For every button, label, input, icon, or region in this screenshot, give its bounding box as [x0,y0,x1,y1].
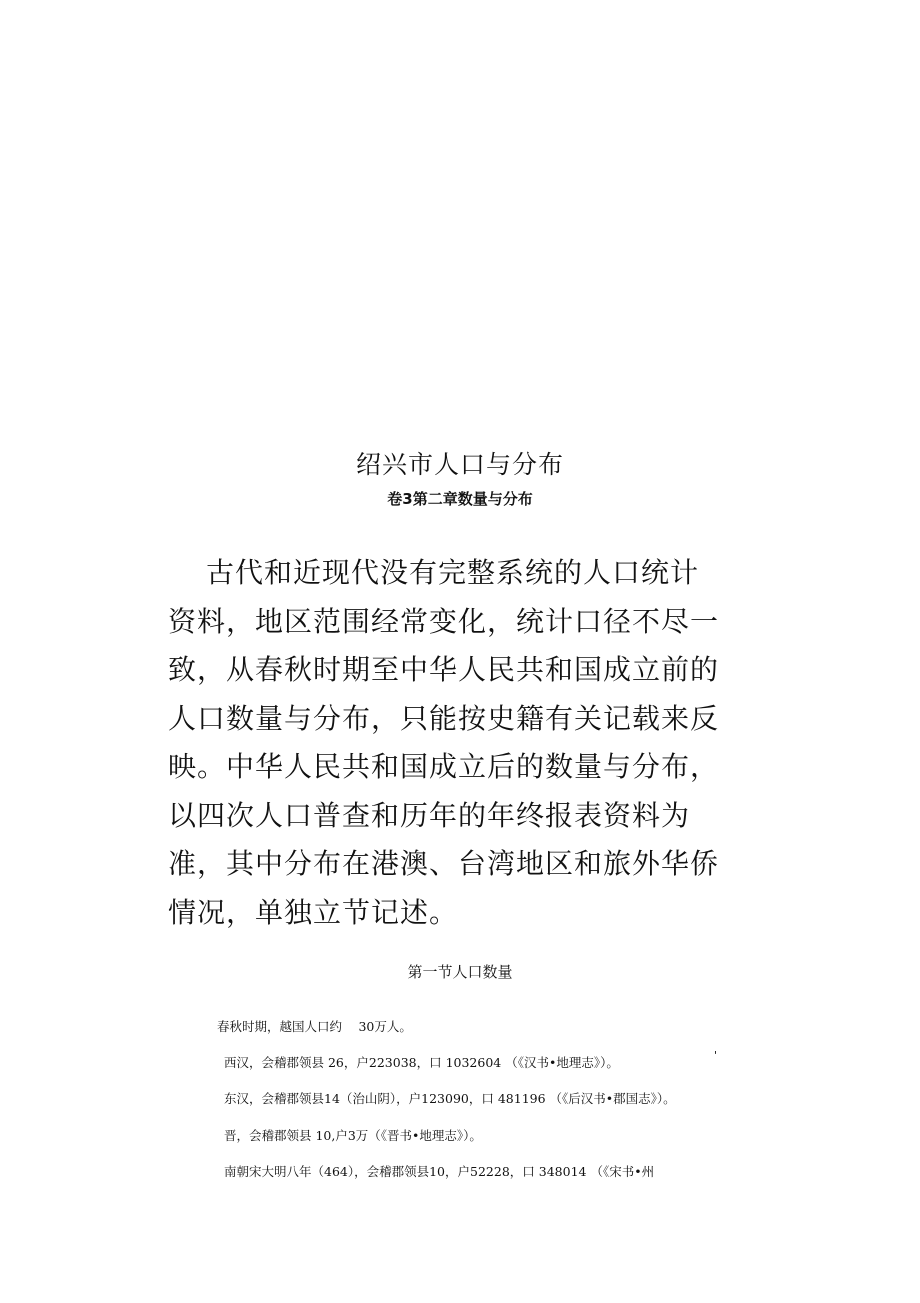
intro-line: 准，其中分布在港澳、台湾地区和旅外华侨 [168,847,720,880]
section-title: 第一节人口数量 [407,963,513,981]
intro-line: 资料，地区范围经常变化，统计口径不尽一 [168,604,720,638]
intro-line: 人口数量与分布，只能按史籍有关记载来反 [168,701,720,735]
document-title: 绍兴市人口与分布 [355,450,564,479]
intro-paragraph [168,549,720,937]
intro-line: 以四次人口普查和历年的年终报表资料为 [168,798,691,832]
document-subtitle: 卷3第二章数量与分布 [387,490,533,508]
intro-line: 情况，单独立节记述。 [168,895,459,929]
population-entry-jin: 晋，会稽郡领县 10,户3万（《晋书•地理志》）。 [224,1128,482,1143]
population-entry-spring-autumn: 春秋时期，越国人口约 30万人。 [217,1019,412,1034]
population-entry-southern-song: 南朝宋大明八年（464），会稽郡领县10，户52228，口 348014 （《宋书•州 [224,1164,655,1179]
population-entry-western-han: 西汉，会稽郡领县 26，户223038，口 1032604 （《汉书•地理志》）。 [224,1055,619,1070]
intro-line: 映。中华人民共和国成立后的数量与分布， [168,750,720,783]
intro-line: 古代和近现代没有完整系统的人口统计 [206,556,700,589]
population-entry-eastern-han: 东汉，会稽郡领县14（治山阴），户123090，口 481196 （《后汉书•郡国志》）。 [224,1091,676,1106]
stray-mark: ' [714,1049,718,1062]
intro-line: 致，从春秋时期至中华人民共和国成立前的 [168,653,720,686]
